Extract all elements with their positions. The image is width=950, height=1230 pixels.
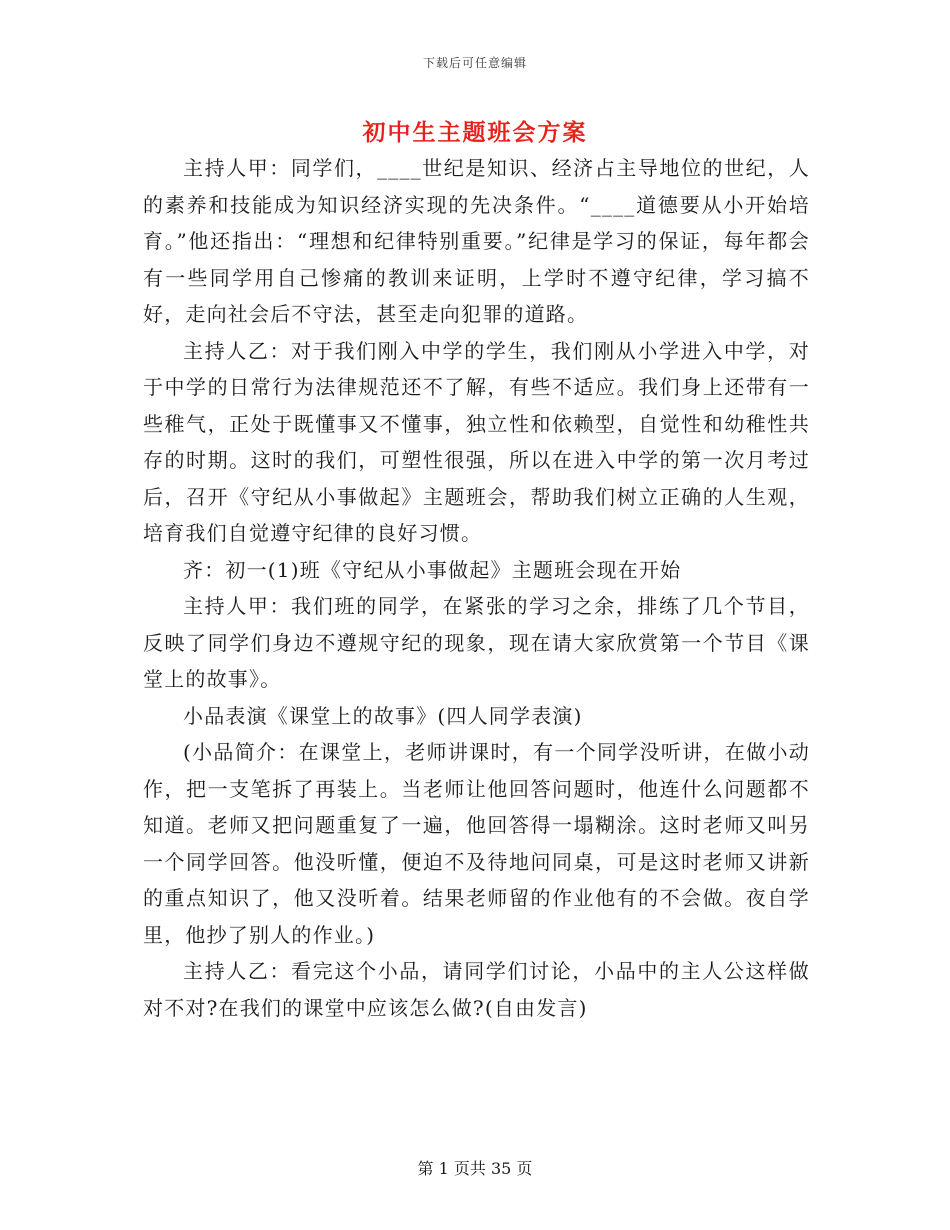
paragraph-host-a-intro: 主持人甲：同学们，____世纪是知识、经济占主导地位的世纪，人的素养和技能成为知识经济实现的先决条件。“____道德要从小开始培育。”他还指出：“理想和纪律特别重要。”纪律是学习的保证，每年都会有一些同学用自己惨痛的教训来证明，上学时不遵守纪律，学习搞不好，走向社会后不守法，甚至走向犯罪的道路。 (143, 156, 810, 326)
paragraph-host-a-program: 主持人甲：我们班的同学，在紧张的学习之余，排练了几个节目，反映了同学们身边不遵规守纪的现象，现在请大家欣赏第一个节目《课堂上的故事》。 (143, 594, 810, 691)
paragraph-host-b-discussion: 主持人乙：看完这个小品，请同学们讨论，小品中的主人公这样做对不对?在我们的课堂中应该怎么做?(自由发言) (143, 959, 810, 1020)
paragraph-skit-title: 小品表演《课堂上的故事》(四人同学表演) (183, 703, 583, 728)
paragraph-skit-summary: (小品简介：在课堂上，老师讲课时，有一个同学没听讲，在做小动作，把一支笔拆了再装上。当老师让他回答问题时，他连什么问题都不知道。老师又把问题重复了一遍，他回答得一塌糊涂。这时老师又叫另一个同学回答。他没听懂，便迫不及待地问同桌，可是这时老师又讲新的重点知识了，他又没听着。结果老师留的作业他有的不会做。夜自学里，他抄了别人的作业。) (143, 740, 810, 947)
document-body (143, 150, 810, 1026)
page-header-note: 下载后可任意编辑 (422, 56, 527, 70)
paragraph-host-b-intro: 主持人乙：对于我们刚入中学的学生，我们刚从小学进入中学，对于中学的日常行为法律规范还不了解，有些不适应。我们身上还带有一些稚气，正处于既懂事又不懂事，独立性和依赖型，自觉性和幼稚性共存的时期。这时的我们，可塑性很强，所以在进入中学的第一次月考过后，召开《守纪从小事做起》主题班会，帮助我们树立正确的人生观，培育我们自觉遵守纪律的良好习惯。 (143, 338, 810, 545)
paragraph-opening: 齐：初一(1)班《守纪从小事做起》主题班会现在开始 (183, 557, 682, 582)
document-title: 初中生主题班会方案 (362, 119, 588, 146)
page-footer: 第 1 页共 35 页 (417, 1159, 533, 1178)
